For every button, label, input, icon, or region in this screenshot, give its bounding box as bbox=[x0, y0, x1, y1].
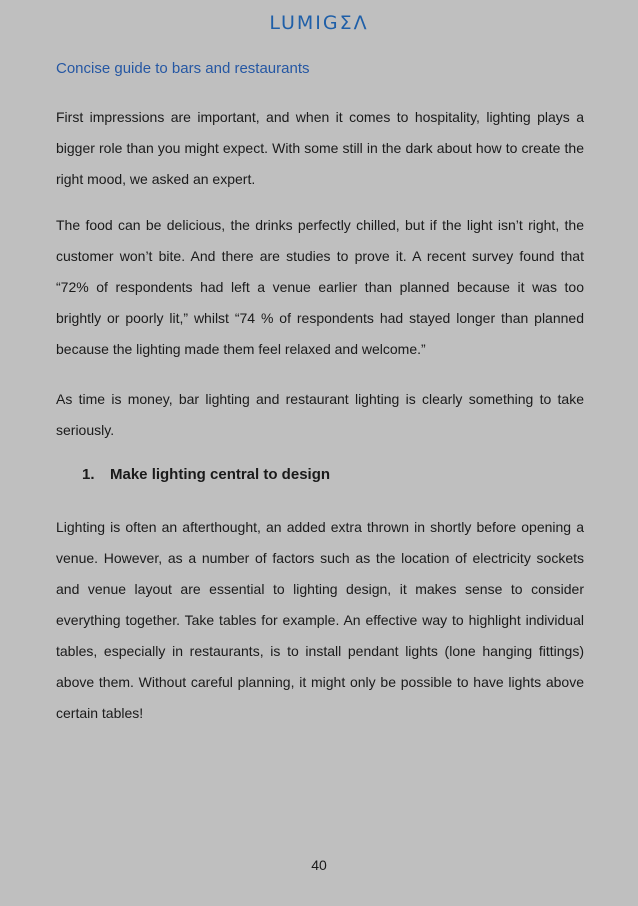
brand-logo: LUMIGΣΛ bbox=[269, 12, 369, 34]
section-heading-text: Make lighting central to design bbox=[110, 466, 331, 483]
page-number: 40 bbox=[311, 857, 327, 873]
intro-paragraph: First impressions are important, and when it comes to hospitality, lighting plays a bigger role than you might expect. With some still in the dark about how to create the right mood, we asked an expert. bbox=[56, 109, 584, 187]
section-number: 1. bbox=[82, 466, 95, 483]
section-heading bbox=[82, 466, 330, 483]
page-title: Concise guide to bars and restaurants bbox=[56, 60, 310, 77]
section-paragraph: Lighting is often an afterthought, an added extra thrown in shortly before opening a venue. However, as a number of factors such as the location of electricity sockets and venue layout are essential to lighting design, it makes sense to consider everything together. Take tables for example. An effective way to highlight individual tables, especially in restaurants, is to install pendant lights (lone hanging fittings) above them. Without careful planning, it might only be possible to have lights above certain tables! bbox=[56, 519, 584, 721]
survey-paragraph: The food can be delicious, the drinks perfectly chilled, but if the light isn’t right, the customer won’t bite. And there are studies to prove it. A recent survey found that “72% of respondents had left a venue earlier than planned because it was too brightly or poorly lit,” whilst “74 % of respondents had stayed longer than planned because the lighting made them feel relaxed and welcome.” bbox=[56, 217, 584, 357]
money-paragraph: As time is money, bar lighting and restaurant lighting is clearly something to take seriously. bbox=[56, 391, 584, 438]
